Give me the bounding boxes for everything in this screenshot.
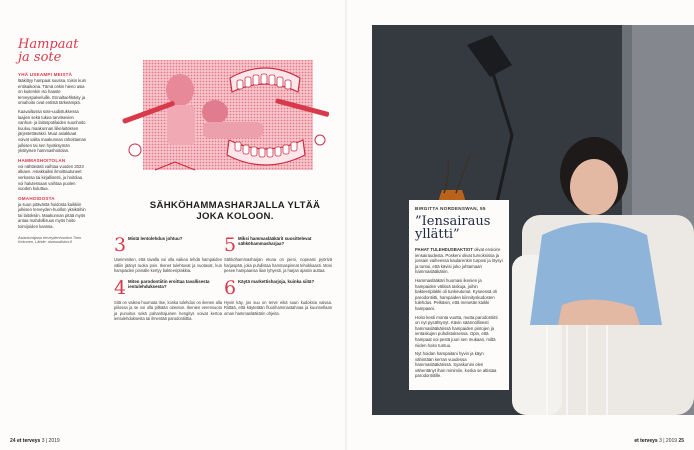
lead-text: olivat ensioire iensairaudesta. Poskeni olivat turvoksissa ja jossain vaiheessa kaularenkin turposi ja löysyi ja tuntui, että kävisi joko johtamaan hammaslääkäriin. (415, 247, 503, 275)
answer-text: Hyvin käy, jos suu on terve eikä suun kudoksia vaivaa. Riittää, että käytetään fluorihammastahnaa ja kuunnellaan oman hammaslääkärin ohjeita. (224, 299, 332, 316)
tooth-illustration (115, 50, 333, 180)
qa-item (224, 236, 332, 254)
sidebar-intro-text: lääkittyy hampaat suussa, toisin kuin entisaikoina. Tämä onkin hieno asia on kuitenkin iso haaste terveyspalveluille. Ennaltaehkäisy ja omahoito ovat entistä tärkeämpiä. (18, 78, 86, 106)
sidebar-paragraph: Kaavailtussa sote-uudistuksessa laajien sekä tukea tarvitsevien vanhus- ja laitospotilaiden suunhoito kuuluu maakunnan liikelaitoksen järjestettäväksi. Muut asiakkaat voivat valita maakunnan rahoittaman julkisen tai sen hyväksymän yksityisen hammashoitolan. (18, 108, 87, 154)
question-title: Mistä lentolehdus johtuu? (128, 236, 183, 241)
question-number: 6 (224, 276, 237, 299)
issue-number: 3 | 2019 (41, 438, 60, 444)
sidebar-heading: OMAHOIDOSTA (18, 195, 55, 201)
answer-text: Sähköhammasharjan etuna on pieni, nopeasti pyörivä harjaspää, joka puhdistaa hammaspinnat tehokkaasti. Moni pesee hampaansa liian lyhyesti, ja harjan ajastin auttaa. (224, 257, 332, 273)
interview-paragraph: Nyt hoidan hampaitani hyvin ja käyn vähintään kerran vuodessa hammaslääkärissä. Syaskonini olen vähentänyt ihan minimiin, koska se altistaa parodontiitille. (415, 351, 497, 379)
interview-paragraph: Hoito kesti monta vuotta, mutta parodontiitti on nyt pysähtynyt. Kävin säännöllisesti hammaslääkärissä hampaiden pintojen ja ientaskujen puhdistuksessa. Opin, että hampaat voi pestä juuri sen mukaan, miltä niiden hoito tuntuu. (415, 314, 498, 348)
interview-lead (415, 247, 503, 275)
answer-text: Useimmiten, että tavalla voi olla vaikea tehdä hampaiden väliin jäänyt ruoka pois. Ikenet tulehtuvat ja vuotavat, kun hampaiden pinnalle kertyy bakteeriplakkia. (114, 257, 222, 273)
headline: SÄHKÖHAMMASHARJALLA YLTÄÄ JOKA KOLOON. (149, 200, 321, 222)
question-number: 4 (114, 276, 127, 299)
sidebar-heading: HAMMASHOITOLAN (18, 157, 66, 163)
interviewee-name: BIRGITTA NORDENSWAN, 55 (415, 206, 486, 211)
sidebar-paragraph: voi nähtävästi vaihtaa vuoden 2023 alkaen. Asiakkaiksi ilmoittautuneet verkossa tai kirjallisesti, ja hoitolaa voi halutessaan vaihtaa puolen vuoden kuluttua. (18, 163, 84, 192)
page-number: 24 (10, 438, 16, 444)
issue-number: 3 | 2019 (659, 438, 678, 444)
question-title: Miksi hammaslääkärit suosittelevat sähköhammasharjaa? (238, 236, 312, 247)
question-number: 5 (224, 234, 237, 256)
sidebar-title: Hampaat ja sote (18, 37, 79, 65)
magazine-name: et terveys (16, 438, 41, 444)
answer-text: Sitä on vaikea huomata itse, koska tulehdus on ikenen alla piilossa ja se voi olla pitkään oireeton. Ikenien verenvuoto ja punoitus sekä pahanhajuinen hengitys voivat kertoa ientulehduksesta tai ilmentää parodontiittia. (114, 299, 222, 321)
qa-item (114, 276, 222, 299)
sidebar-caption: Asiantuntijana terveydenhuollon Timo Kekonen, Lähde: alueuudistus.fi (18, 235, 82, 245)
right-page (347, 0, 694, 450)
sidebar-box (18, 38, 88, 245)
qa-column (114, 236, 222, 327)
page-footer (634, 438, 684, 444)
sidebar-intro-heading: YHÄ USEAMPI MEISTÄ (18, 72, 73, 77)
question-number: 3 (114, 234, 127, 256)
page-footer (10, 438, 60, 444)
page-number: 25 (678, 438, 684, 444)
qa-item (224, 276, 332, 299)
interview-quote-title: ”Iensairaus yllätti” (415, 214, 491, 242)
qa-column (224, 236, 332, 321)
question-title: Käytä markettisharjoja, kuinka siitä? (238, 278, 315, 284)
sidebar-paragraph: ja suun pitävästä hoidosta kaikkiin julkisen terveyden-huollon yksiköihin tai laitoksiin. Maakunnan pitää myös antaa mahdollisuus myös hoito toimijoiden kanssa. (18, 201, 86, 230)
magazine-name: et terveys (634, 438, 658, 444)
question-title: Miten parodontiitin eroittaa tavallisesta ientulehduksesta? (128, 278, 210, 289)
interview-paragraph: Hammaslääkäri huomasi ikenien ja hampaiden välissä taskuja, joihin bakteeriplakki oli tunkeutunut. Kyseessä oli parodontiitti, hampaiden kiinnityskudosten tulehdus. Pelkäsin, että menetän kaikki hampaani. (415, 277, 497, 311)
interview-box (409, 200, 509, 390)
qa-item (114, 236, 222, 254)
lead-emphasis: PAHAT TULEHDUSBAKTIOT (415, 247, 473, 252)
